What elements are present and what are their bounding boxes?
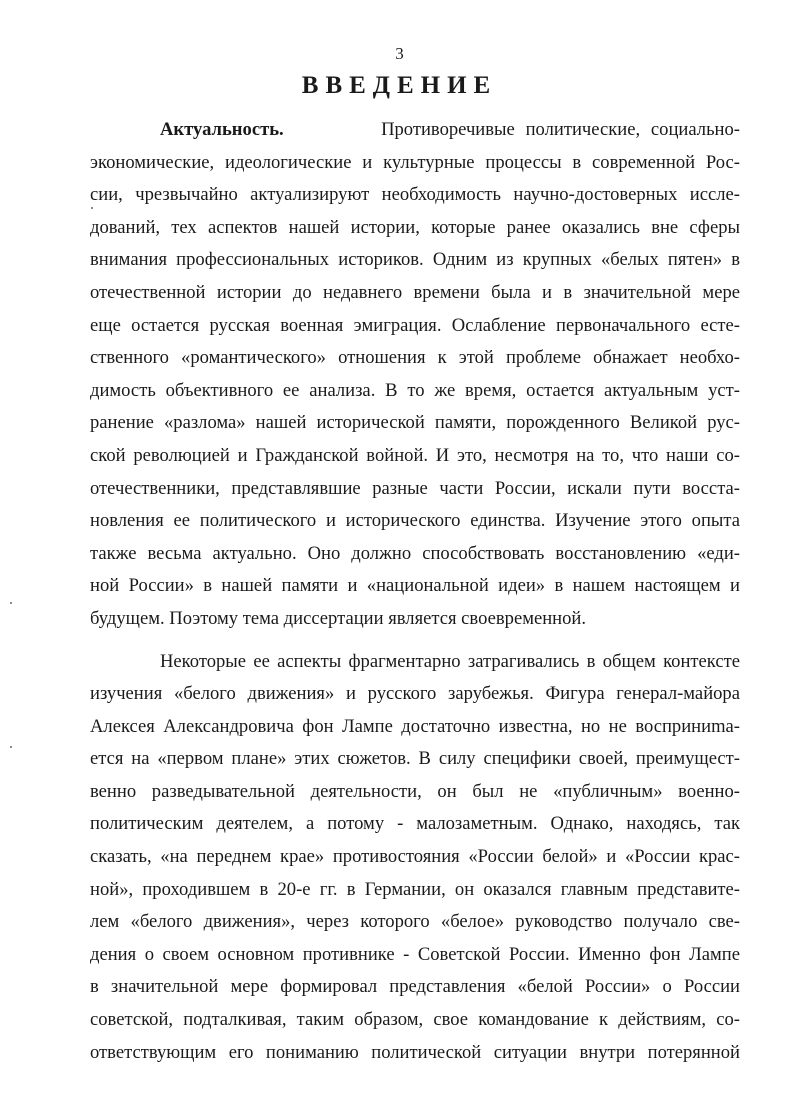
paragraph-line: сказать, «на переднем крае» противостояния «России белой» и «России крас- [90, 846, 740, 868]
paragraph-line: ской революцией и Гражданской войной. И это, несмотря на то, что наши со- [90, 444, 740, 466]
paragraph-line: Алексея Александровича фон Лампе достаточно известна, но не восприниma- [90, 715, 740, 737]
paragraph-line: отечественники, представлявшие разные части России, искали пути восста- [90, 477, 740, 499]
paragraph-line: ответствующим его пониманию политической ситуации внутри потерянной [90, 1041, 740, 1063]
paragraph-line: политическим деятелем, а потому - малозаметным. Однако, находясь, так [90, 813, 740, 835]
body-text [90, 114, 740, 1069]
paragraph-line: ственного «романтического» отношения к этой проблеме обнажает необхо- [90, 347, 740, 369]
scan-speck [91, 207, 93, 209]
relevance-label: Актуальность. [160, 119, 284, 140]
paragraph-line: ется на «первом плане» этих сюжетов. В силу специфики своей, преимущест- [90, 748, 740, 770]
paragraph-relevance [90, 114, 740, 636]
scan-speck [10, 602, 12, 604]
paragraph-line: дения о своем основном противнике - Советской России. Именно фон Лампе [90, 943, 740, 965]
paragraph-line: лем «белого движения», через которого «белое» руководство получало све- [90, 911, 740, 933]
paragraph-line: будущем. Поэтому тема диссертации является своевременной. [90, 607, 587, 629]
paragraph-line: новления ее политического и исторического единства. Изучение этого опыта [90, 510, 740, 532]
paragraph-line: ной России» в нашей памяти и «национальной идеи» в нашем настоящем и [90, 575, 740, 597]
paragraph-line: внимания профессиональных историков. Одним из крупных «белых пятен» в [90, 249, 740, 271]
paragraph-line: венно разведывательной деятельности, он был не «публичным» военно- [90, 780, 740, 802]
section-title: ВВЕДЕНИЕ [301, 72, 498, 99]
paragraph-line: димость объективного ее анализа. В то же время, остается актуальным уст- [90, 379, 740, 401]
paragraph-lampe [90, 646, 740, 1070]
paragraph-line: изучения «белого движения» и русского зарубежья. Фигура генерал-майора [90, 683, 740, 705]
paragraph-line: ранение «разлома» нашей исторической памяти, порожденного Великой рус- [90, 412, 740, 434]
paragraph-line: Актуальность. Противоречивые политические, социально- [160, 119, 740, 140]
paragraph-line: экономические, идеологические и культурные процессы в современной Рос- [90, 151, 740, 173]
paragraph-line: Некоторые ее аспекты фрагментарно затрагивались в общем контексте [160, 650, 740, 672]
paragraph-line: также весьма актуально. Оно должно способствовать восстановлению «еди- [90, 542, 740, 564]
paragraph-line: сии, чрезвычайно актуализируют необходимость научно-достоверных иссле- [90, 184, 740, 206]
paragraph-line: еще остается русская военная эмиграция. Ослабление первоначального есте- [90, 314, 740, 336]
paragraph-line: отечественной истории до недавнего времени была и в значительной мере [90, 281, 740, 303]
paragraph-line: ной», проходившем в 20-е гг. в Германии, он оказался главным представите- [90, 878, 740, 900]
page-number: 3 [395, 44, 404, 63]
paragraph-line: советской, подталкивая, таким образом, свое командование к действиям, со- [90, 1009, 740, 1031]
paragraph-line: дований, тех аспектов нашей истории, которые ранее оказались вне сферы [90, 216, 740, 238]
scan-speck [10, 746, 12, 748]
paragraph-line: в значительной мере формировал представления «белой России» о России [90, 976, 740, 998]
